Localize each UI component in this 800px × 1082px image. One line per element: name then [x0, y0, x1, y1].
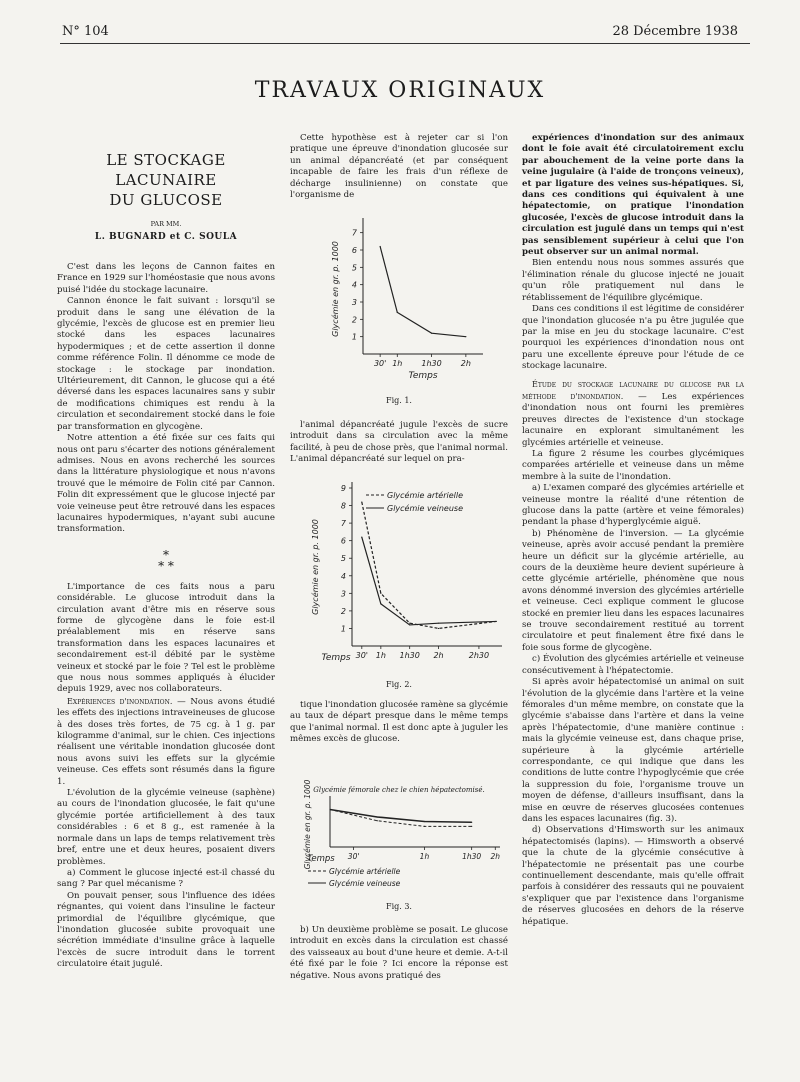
data-point [380, 246, 381, 247]
y-tick-label: 3 [351, 298, 357, 307]
legend-label: Glycémie veineuse [387, 504, 463, 513]
x-tick-label: 1h30 [399, 651, 420, 660]
y-axis-label: Glycémie en gr. p. 1000 [331, 241, 340, 337]
x-tick-label: 1h [419, 852, 430, 861]
figure-2-caption: Fig. 2. [386, 680, 412, 689]
paragraph-heading: Étude du stockage lacunaire du glucose par la méthode d'inondation. [522, 379, 744, 401]
data-point [496, 621, 497, 622]
y-tick-label: 3 [340, 589, 346, 599]
x-tick-label: 1h30 [462, 852, 482, 861]
issue-number: N° 104 [62, 24, 109, 39]
y-tick-label: 2 [351, 315, 357, 325]
column-1 [57, 262, 275, 970]
y-tick-label: 1 [340, 624, 346, 634]
y-tick-label: 9 [340, 484, 346, 493]
section-separator [57, 547, 275, 573]
figure-3-caption: Fig. 3. [386, 902, 412, 911]
star-bottom: * * [158, 558, 174, 573]
y-axis-label: Glycémie en gr. p. 1000 [311, 519, 320, 615]
y-axis-label: Glycémie en gr. p. 1000 [303, 779, 312, 870]
header-rule [60, 43, 750, 44]
y-tick-label: 8 [340, 501, 346, 511]
data-point [465, 336, 466, 337]
article-header [57, 150, 275, 242]
paragraph: Cette hypothèse est à rejeter car si l'on pratique une épreuve d'inondation glucosée sur un animal dépancréaté (et par conséquent incapable de faire les frais d'un réflexe de décharge insulinienne) on constate que l'organisme de [290, 133, 508, 201]
y-tick-label: 6 [351, 246, 357, 255]
paragraph: L'importance de ces faits nous a paru considérable. Le glucose introduit dans la circulation avant d'être mis en réserve sous forme de glycogène dans le foie est-il préalablement mis en réserve sans transformation dans les espaces lacunaires et secondairement est-il débité par le système veineux et stocké par le foie ? Tel est le problème que nous nous sommes appliqués à élucider depuis 1929, avec nos collaborateurs. [57, 581, 275, 695]
paragraph: a) L'examen comparé des glycémies artérielle et veineuse montre la réalité d'une rétention de glucose dans la patte (artère et veine fémorales) pendant la phase d'hyperglycémie aiguë. [522, 483, 744, 528]
paragraph-text: — Les expériences d'inondation nous ont fourni les premières preuves directes de l'existence d'un stockage lacunaire en explorant simultanément les glycémies artérielle et veineuse. [522, 391, 745, 448]
paragraph: b) Phénomène de l'inversion. — La glycémie veineuse, après avoir accusé pendant la première heure un déficit sur la glycémie artérielle, au cours de la deuxième heure devient supérieure à cette glycémie artérielle, phénomène que nous avons dénommé inversion des glycémies artérielle et veineuse. Ceci explique comment le glucose stocké en premier lieu dans les espaces lacunaires se trouve secondairement restitué au torrent circulatoire et peut finalement être fixé dans le foie sous forme de glycogène. [522, 528, 744, 653]
series-line-0 [330, 810, 472, 827]
data-point [380, 593, 381, 594]
paragraph: On pouvait penser, sous l'influence des idées régnantes, qui voient dans l'insuline le facteur primordial de l'équilibre glycémique, que l'inondation glucosée subite provoquait une sécrétion immédiate d'insuline grâce à laquelle l'excès de sucre introduit dans le torrent circulatoire était jugulé. [57, 890, 275, 970]
authors: L. BUGNARD et C. SOULA [94, 232, 238, 242]
column-2-part-2 [290, 420, 508, 468]
x-tick-label: 2h [460, 359, 471, 368]
data-point [361, 501, 362, 502]
issue-date: 28 Décembre 1938 [612, 24, 738, 39]
paragraph: expériences d'inondation sur des animaux dont le foie avait été circulatoirement exclu par abouchement de la veine porte dans la veine jugulaire (à l'aide de tronçons veineux), et par ligature des veines sus-hépatiques. Si, dans ces conditions qui équivalent à une hépatectomie, on pratique l'inondation glucosée, l'excès de glucose introduit dans la circulation est jugulé dans un temps qui n'est pas sensiblement supérieur à celui que l'on peut observer sur un animal normal. [522, 133, 744, 258]
data-point [424, 826, 425, 827]
data-point [380, 603, 381, 604]
paragraph [57, 696, 275, 788]
x-tick-label: 30' [355, 651, 369, 660]
data-point [438, 628, 439, 629]
x-tick-label: 30' [347, 852, 360, 861]
paragraph: a) Comment le glucose injecté est-il chassé du sang ? Par quel mécanisme ? [57, 867, 275, 890]
paragraph: l'animal dépancréaté jugule l'excès de sucre introduit dans sa circulation avec la même facilité, à peu de chose près, que l'animal normal. L'animal dépancréaté sur lequel on pra- [290, 420, 508, 465]
x-axis-label: Temps [408, 371, 438, 381]
data-point [329, 809, 330, 810]
data-point [409, 624, 410, 625]
y-tick-label: 5 [340, 554, 346, 564]
paragraph: d) Observations d'Himsworth sur les animaux hépatectomisés (lapins). — Himsworth a observé que la chute de la glycémie consécutive à l'hépatectomie ne présentait pas une courbe continuellement descendante, mais qu'elle offrait parfois à considérer des ressauts qui ne pouvaient s'expliquer que par l'existence dans l'organisme de réserves glucosées en dehors de la réserve hépatique. [522, 825, 744, 927]
x-tick-label: 1h [392, 359, 403, 368]
figure-3-title: Glycémie fémorale chez le chien hépatectomisé. [313, 786, 485, 794]
figure-1-caption: Fig. 1. [386, 396, 412, 405]
y-tick-label: 7 [351, 228, 357, 238]
series-line-0 [362, 502, 496, 628]
y-tick-label: 7 [340, 519, 346, 529]
paragraph-heading: Expériences d'inondation. [67, 696, 173, 706]
series-line-1 [330, 810, 472, 823]
column-2-part-3 [290, 700, 508, 760]
y-tick-label: 2 [340, 606, 346, 616]
paragraph-text: — Nous avons étudié les effets des injections intraveineuses de glucose à des doses très fortes, de 75 cg. à 1 g. par kilogramme d'animal, sur le chien. Ces injections réalisent une véritable inondation glucosée dont nous avons suivi les effets sur la glycémie veineuse. Ces effets sont résumés dans la figure 1. [57, 696, 275, 787]
par-label: PAR MM. [150, 220, 182, 228]
data-point [377, 816, 378, 817]
x-tick-label: 1h [375, 651, 386, 660]
y-tick-label: 4 [340, 571, 346, 581]
x-tick-label: 2h [490, 852, 501, 861]
y-tick-label: 4 [351, 280, 357, 290]
x-tick-label: 2h [433, 651, 444, 660]
paragraph: Notre attention a été fixée sur ces faits qui nous ont paru s'écarter des notions généralement admises. Nous en avons recherché les sources dans la littérature physiologique et nous n'avons trouvé que le mémoire de Folin cité par Cannon. Folin dit expressément que le glucose injecté par voie veineuse peut être retrouvé dans les espaces lacunaires hypodermiques, n'ayant subi aucune transformation. [57, 433, 275, 535]
column-2-part-4 [290, 925, 508, 1007]
article-title-line1: LE STOCKAGE LACUNAIRE [106, 151, 226, 189]
paragraph: Cannon énonce le fait suivant : lorsqu'il se produit dans le sang une élévation de la glycémie, l'excès de glucose est en premier lieu stocké dans les espaces lacunaires hypodermiques ; et de cette assertion il donne comme référence Folin. Il dénomme ce mode de stockage : le stockage par inondation. Ultérieurement, dit Cannon, le glucose qui a été déversé dans les espaces lacunaires sans y subir de modifications chimiques est rendu à la circulation et secondairement stocké dans le foie par transformation en glycogène. [57, 296, 275, 432]
paragraph: Bien entendu nous nous sommes assurés que l'élimination rénale du glucose injecté ne jouait qu'un rôle pratiquement nul dans le rétablissement de l'équilibre glycémique. [522, 258, 744, 303]
data-point [409, 623, 410, 624]
y-tick-label: 1 [351, 332, 357, 342]
series-line-1 [362, 537, 496, 625]
series-line-0 [380, 247, 466, 337]
star-top: * [163, 547, 169, 562]
paragraph: C'est dans les leçons de Cannon faites en France en 1929 sur l'homéostasie que nous avons puisé l'idée du stockage lacunaire. [57, 262, 275, 295]
data-point [471, 822, 472, 823]
legend-label: Glycémie veineuse [329, 879, 401, 888]
figure-1-chart [318, 210, 498, 390]
y-tick-label: 6 [340, 536, 346, 546]
legend-label: Glycémie artérielle [329, 867, 401, 876]
data-point [431, 333, 432, 334]
data-point [397, 312, 398, 313]
data-point [471, 826, 472, 827]
paragraph: L'évolution de la glycémie veineuse (saphène) au cours de l'inondation glucosée, le fait qu'une glycémie portée artificiellement à des taux considérables : 6 et 8 g., est ramenée à la normale dans un laps de temps relativement très bref, entre une et deux heures, posaient divers problèmes. [57, 788, 275, 867]
y-tick-label: 5 [351, 263, 357, 273]
x-tick-label: 1h30 [421, 359, 442, 368]
paragraph: Si après avoir hépatectomisé un animal on suit l'évolution de la glycémie dans l'artère et la veine fémorales d'un même membre, on constate que la glycémie s'abaisse dans l'artère et dans la veine après l'hépatectomie, d'une manière continue : mais la glycémie veineuse est, dans chaque prise, supérieure à la glycémie artérielle correspondante, ce qui indique que dans les conditions de lutte contre l'hypoglycémie que crée la suppression du foie, l'organisme trouve un moyen de défense, d'ailleurs insuffisant, dans la mise en œuvre de réserves glucosées contenues dans les espaces lacunaires (fig. 3). [522, 677, 744, 824]
data-point [424, 821, 425, 822]
figure-2-chart [300, 478, 510, 678]
legend-label: Glycémie artérielle [387, 491, 464, 500]
section-title: TRAVAUX ORIGINAUX [254, 78, 546, 103]
paragraph: tique l'inondation glucosée ramène sa glycémie au taux de départ presque dans le même temps que l'animal normal. Il est donc apte à juguler les mêmes excès de glucose. [290, 700, 508, 745]
data-point [438, 623, 439, 624]
article-title-line2: DU GLUCOSE [109, 191, 223, 209]
x-axis-label: Temps [307, 854, 335, 864]
data-point [377, 820, 378, 821]
paragraph: La figure 2 résume les courbes glycémiques comparées artérielle et veineuse dans un même membre à la suite de l'inondation. [522, 448, 744, 482]
x-axis-label: Temps [321, 653, 351, 663]
paragraph: Dans ces conditions il est légitime de considérer que l'inondation glucosée n'a pu être jugulée que par la mise en jeu du stockage lacunaire. C'est pourquoi les expériences d'inondation nous ont paru une excellente épreuve pour l'étude de ce stockage lacunaire. [522, 304, 744, 372]
paragraph: c) Évolution des glycémies artérielle et veineuse consécutivement à l'hépatectomie. [522, 654, 744, 676]
x-tick-label: 2h30 [468, 651, 490, 660]
column-2-part-1 [290, 133, 508, 203]
paragraph [522, 379, 744, 449]
column-3 [522, 133, 744, 1013]
x-tick-label: 30' [373, 359, 387, 368]
paragraph: b) Un deuxième problème se posait. Le glucose introduit en excès dans la circulation est chassé des vaisseaux au bout d'une heure et demie. A-t-il été fixé par le foie ? Ici encore la réponse est négative. Nous avons pratiqué des [290, 925, 508, 981]
data-point [361, 537, 362, 538]
